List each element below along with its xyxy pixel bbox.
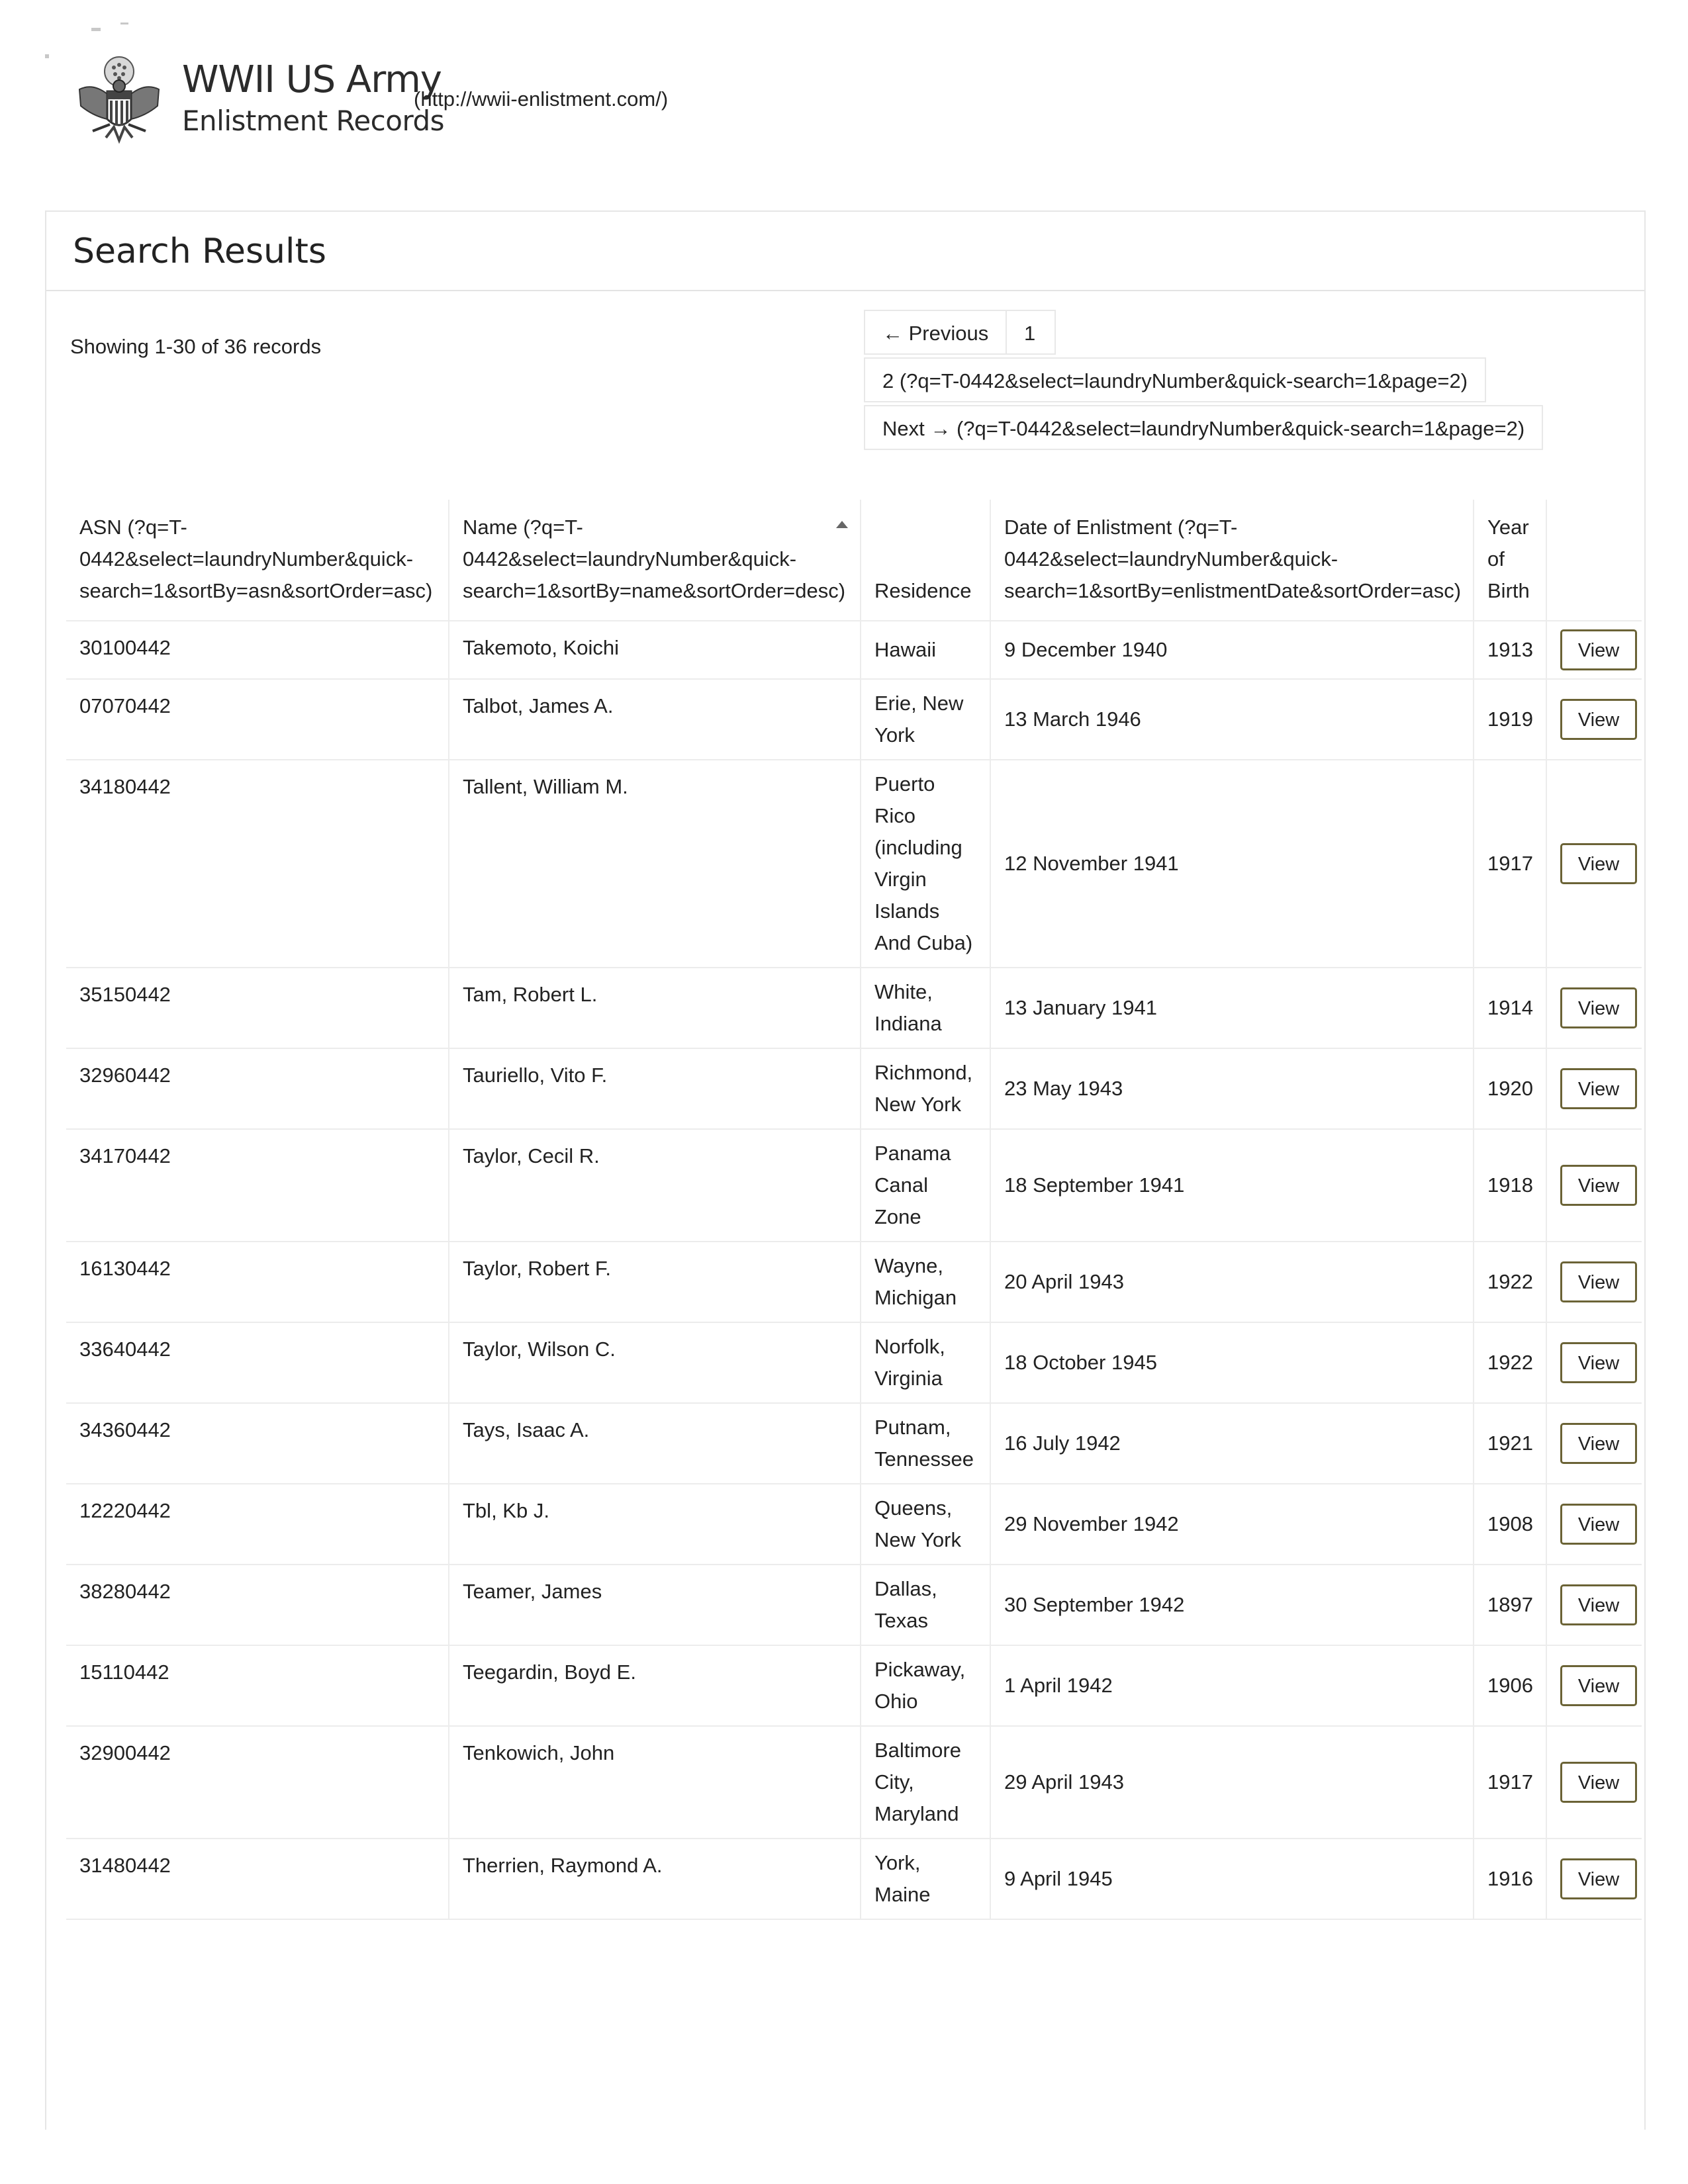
cell-residence: York, Maine [861,1839,990,1919]
column-header-asn[interactable]: ASN (?q=T-0442&select=laundryNumber&quick-search=1&sortBy=asn&sortOrder=asc) [66,500,449,621]
column-header-name[interactable] [449,500,861,621]
cell-action [1546,1242,1642,1322]
table-row [66,679,1642,760]
cell-name: Taylor, Robert F. [449,1242,861,1322]
cell-date: 18 September 1941 [990,1129,1474,1242]
cell-year: 1917 [1474,760,1546,968]
cell-action [1546,1645,1642,1726]
cell-action [1546,1129,1642,1242]
table-row [66,1129,1642,1242]
cell-date: 29 November 1942 [990,1484,1474,1565]
pagination-next[interactable]: Next → (?q=T-0442&select=laundryNumber&quick-search=1&page=2) [864,405,1543,450]
table-row [66,1565,1642,1645]
table-row [66,760,1642,968]
cell-year: 1906 [1474,1645,1546,1726]
cell-date: 1 April 1942 [990,1645,1474,1726]
cell-asn: 34180442 [66,760,449,968]
cell-residence: Puerto Rico (including Virgin Islands And Cuba) [861,760,990,968]
table-row [66,968,1642,1048]
view-button[interactable]: View [1560,987,1637,1028]
column-header-name-label: Name (?q=T-0442&select=laundryNumber&quick-search=1&sortBy=name&sortOrder=desc) [463,516,846,602]
cell-name: Takemoto, Koichi [449,621,861,679]
cell-name: Tauriello, Vito F. [449,1048,861,1129]
table-row [66,621,1642,679]
cell-date: 23 May 1943 [990,1048,1474,1129]
cell-action [1546,1048,1642,1129]
view-button[interactable]: View [1560,1584,1637,1625]
column-header-year: Year of Birth [1474,500,1546,621]
table-row [66,1242,1642,1322]
cell-residence: Pickaway, Ohio [861,1645,990,1726]
cell-year: 1922 [1474,1322,1546,1403]
results-table [66,500,1642,1920]
cell-residence: Baltimore City, Maryland [861,1726,990,1839]
cell-asn: 35150442 [66,968,449,1048]
cell-date: 13 March 1946 [990,679,1474,760]
view-button[interactable]: View [1560,699,1637,740]
record-count: Showing 1-30 of 36 records [70,335,322,358]
cell-action [1546,1484,1642,1565]
cell-residence: Dallas, Texas [861,1565,990,1645]
cell-name: Teegardin, Boyd E. [449,1645,861,1726]
view-button[interactable]: View [1560,1423,1637,1464]
cell-asn: 34170442 [66,1129,449,1242]
cell-asn: 15110442 [66,1645,449,1726]
cell-residence: Queens, New York [861,1484,990,1565]
cell-action [1546,621,1642,679]
cell-asn: 31480442 [66,1839,449,1919]
cell-year: 1908 [1474,1484,1546,1565]
eagle-seal-icon [73,53,165,151]
cell-name: Tays, Isaac A. [449,1403,861,1484]
panel-title: Search Results [73,232,326,271]
view-button[interactable]: View [1560,1068,1637,1109]
view-button[interactable]: View [1560,1504,1637,1545]
cell-date: 9 April 1945 [990,1839,1474,1919]
cell-date: 29 April 1943 [990,1726,1474,1839]
cell-residence: White, Indiana [861,968,990,1048]
cell-asn: 30100442 [66,621,449,679]
cell-name: Taylor, Cecil R. [449,1129,861,1242]
table-body [66,621,1642,1919]
cell-action [1546,1322,1642,1403]
cell-residence: Richmond, New York [861,1048,990,1129]
cell-asn: 32900442 [66,1726,449,1839]
table-row [66,1403,1642,1484]
view-button[interactable]: View [1560,1261,1637,1302]
cell-asn: 16130442 [66,1242,449,1322]
cell-asn: 33640442 [66,1322,449,1403]
cell-date: 12 November 1941 [990,760,1474,968]
cell-residence: Erie, New York [861,679,990,760]
cell-asn: 34360442 [66,1403,449,1484]
cell-action [1546,1839,1642,1919]
scan-speck [91,28,101,31]
cell-date: 20 April 1943 [990,1242,1474,1322]
cell-name: Tenkowich, John [449,1726,861,1839]
cell-year: 1920 [1474,1048,1546,1129]
cell-residence: Putnam, Tennessee [861,1403,990,1484]
cell-year: 1917 [1474,1726,1546,1839]
cell-name: Teamer, James [449,1565,861,1645]
cell-action [1546,968,1642,1048]
cell-name: Tallent, William M. [449,760,861,968]
cell-residence: Wayne, Michigan [861,1242,990,1322]
cell-year: 1921 [1474,1403,1546,1484]
table-row [66,1726,1642,1839]
pagination-page-1[interactable]: 1 [1006,310,1056,355]
column-header-residence: Residence [861,500,990,621]
cell-date: 13 January 1941 [990,968,1474,1048]
table-row [66,1048,1642,1129]
cell-asn: 32960442 [66,1048,449,1129]
cell-date: 30 September 1942 [990,1565,1474,1645]
cell-action [1546,1565,1642,1645]
column-header-action [1546,500,1642,621]
cell-year: 1913 [1474,621,1546,679]
cell-date: 9 December 1940 [990,621,1474,679]
cell-year: 1918 [1474,1129,1546,1242]
cell-year: 1919 [1474,679,1546,760]
cell-year: 1922 [1474,1242,1546,1322]
column-header-date[interactable]: Date of Enlistment (?q=T-0442&select=laundryNumber&quick-search=1&sortBy=enlistmentDate&sortOrder=asc) [990,500,1474,621]
cell-name: Taylor, Wilson C. [449,1322,861,1403]
table-row [66,1484,1642,1565]
table-row [66,1645,1642,1726]
panel-header [46,212,1644,291]
cell-year: 1916 [1474,1839,1546,1919]
cell-action [1546,1403,1642,1484]
cell-residence: Norfolk, Virginia [861,1322,990,1403]
view-button[interactable]: View [1560,1858,1637,1899]
cell-name: Tbl, Kb J. [449,1484,861,1565]
cell-year: 1897 [1474,1565,1546,1645]
cell-date: 16 July 1942 [990,1403,1474,1484]
pagination-page-2[interactable]: 2 (?q=T-0442&select=laundryNumber&quick-search=1&page=2) [864,357,1486,402]
cell-year: 1914 [1474,968,1546,1048]
view-button[interactable]: View [1560,1762,1637,1803]
site-title: WWII US Army [182,58,442,101]
view-button[interactable]: View [1560,629,1637,670]
cell-name: Talbot, James A. [449,679,861,760]
cell-residence: Hawaii [861,621,990,679]
view-button[interactable]: View [1560,843,1637,884]
cell-asn: 07070442 [66,679,449,760]
view-button[interactable]: View [1560,1665,1637,1706]
table-row [66,1839,1642,1919]
sort-ascending-icon [836,521,848,528]
cell-asn: 12220442 [66,1484,449,1565]
cell-action [1546,679,1642,760]
cell-name: Tam, Robert L. [449,968,861,1048]
pagination-previous[interactable]: ← Previous [864,310,1007,355]
view-button[interactable]: View [1560,1165,1637,1206]
cell-asn: 38280442 [66,1565,449,1645]
cell-residence: Panama Canal Zone [861,1129,990,1242]
table-header-row [66,500,1642,621]
site-url[interactable]: (http://wwii-enlistment.com/) [414,87,669,111]
cell-name: Therrien, Raymond A. [449,1839,861,1919]
cell-action [1546,1726,1642,1839]
table-row [66,1322,1642,1403]
cell-date: 18 October 1945 [990,1322,1474,1403]
scan-speck [45,54,49,58]
site-subtitle: Enlistment Records [182,105,445,137]
scan-speck [120,23,128,24]
cell-action [1546,760,1642,968]
view-button[interactable]: View [1560,1342,1637,1383]
